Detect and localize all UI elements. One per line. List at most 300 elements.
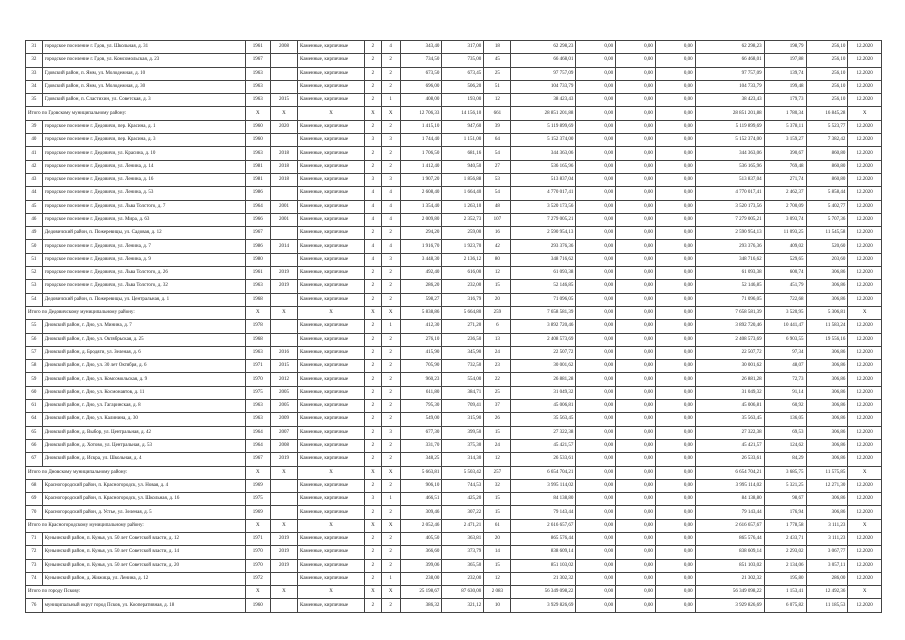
table-row — [26, 267, 882, 280]
floors-cell: 4 — [365, 200, 382, 213]
material-cell: Каменные, кирпичные — [298, 346, 365, 359]
material-cell: Каменные, кирпичные — [298, 67, 365, 80]
floors-cell: 2 — [365, 572, 382, 585]
cost-cell: 7 279 005,21 — [511, 213, 576, 226]
date-cell: 12.2020 — [848, 373, 882, 386]
date-cell: 12.2020 — [848, 160, 882, 173]
zero1-cell: 0,00 — [576, 107, 616, 120]
date-cell: 12.2020 — [848, 559, 882, 572]
entrances-cell: 2 — [381, 293, 400, 306]
living-area-cell: 316,79 — [442, 293, 484, 306]
date-cell: 12.2020 — [848, 227, 882, 240]
floors-cell: 2 — [365, 426, 382, 439]
zero1-cell: 0,00 — [576, 532, 616, 545]
zero1-cell: 0,00 — [576, 439, 616, 452]
living-area-cell: 399,50 — [442, 426, 484, 439]
zero2-cell: 0,00 — [616, 306, 656, 319]
residents-cell: 32 — [484, 479, 511, 492]
living-area-cell: 315,90 — [442, 413, 484, 426]
repair-year-cell: 2016 — [270, 346, 297, 359]
total-area-cell: 386,32 — [400, 599, 442, 612]
entrances-cell: 3 — [381, 253, 400, 266]
entrances-cell: 2 — [381, 280, 400, 293]
zero1-cell: 0,00 — [576, 134, 616, 147]
total-area-cell: 2 052,46 — [400, 519, 442, 532]
living-area-cell: 554,00 — [442, 373, 484, 386]
table-row — [26, 320, 882, 333]
entrances-cell: 2 — [381, 373, 400, 386]
total-cost-cell: 35 563,45 — [695, 413, 764, 426]
residents-cell: 24 — [484, 439, 511, 452]
unit-cost-cell: 198,79 — [764, 41, 806, 54]
total-cost-cell: 513 837,04 — [695, 173, 764, 186]
total-cost-cell: 45 006,81 — [695, 400, 764, 413]
total-cost-cell: 84 138,80 — [695, 493, 764, 506]
repair-year-cell: 2015 — [270, 360, 297, 373]
build-year-cell: 1969 — [245, 479, 270, 492]
repair-year-cell: 2005 — [270, 386, 297, 399]
max-cost-cell: 306,86 — [806, 267, 848, 280]
material-cell: Каменные, кирпичные — [298, 320, 365, 333]
max-cost-cell: 11 185,53 — [806, 599, 848, 612]
date-cell: 12.2020 — [848, 572, 882, 585]
max-cost-cell: 286,00 — [806, 572, 848, 585]
total-cost-cell: 52 146,85 — [695, 280, 764, 293]
zero2-cell: 0,00 — [616, 107, 656, 120]
table-row — [26, 160, 882, 173]
floors-cell: 2 — [365, 293, 382, 306]
table-row — [26, 506, 882, 519]
entrances-cell: 3 — [381, 134, 400, 147]
zero3-cell: 0,00 — [655, 213, 695, 226]
entrances-cell: 1 — [381, 320, 400, 333]
unit-cost-cell: 6 075,82 — [764, 599, 806, 612]
zero1-cell: 0,00 — [576, 267, 616, 280]
zero2-cell: 0,00 — [616, 586, 656, 599]
entrances-cell: 2 — [381, 439, 400, 452]
unit-cost-cell: 2 700,09 — [764, 200, 806, 213]
max-cost-cell: 306,86 — [806, 439, 848, 452]
material-cell: Каменные, кирпичные — [298, 532, 365, 545]
residents-cell: 18 — [484, 41, 511, 54]
unit-cost-cell: 197,88 — [764, 54, 806, 67]
zero1-cell: 0,00 — [576, 293, 616, 306]
build-year-cell: 1963 — [245, 413, 270, 426]
table-row — [26, 559, 882, 572]
material-cell: Каменные, кирпичные — [298, 134, 365, 147]
unit-cost-cell: 69,53 — [764, 426, 806, 439]
total-area-cell: 1 744,40 — [400, 134, 442, 147]
zero1-cell: 0,00 — [576, 599, 616, 612]
zero3-cell: 0,00 — [655, 546, 695, 559]
total-cost-cell: 71 096,05 — [695, 293, 764, 306]
total-area-cell: 2 009,80 — [400, 213, 442, 226]
zero1-cell: 0,00 — [576, 41, 616, 54]
row-number: 67 — [26, 453, 43, 466]
cost-cell: 27 322,38 — [511, 426, 576, 439]
address-cell: Дновский район, д. Искра, ул. Школьная, д. 4 — [42, 453, 245, 466]
date-cell: 12.2020 — [848, 240, 882, 253]
total-cost-cell: 536 165,96 — [695, 160, 764, 173]
zero2-cell: 0,00 — [616, 333, 656, 346]
total-area-cell: 906,10 — [400, 479, 442, 492]
table-row — [26, 293, 882, 306]
residents-cell: 64 — [484, 134, 511, 147]
date-cell: 12.2020 — [848, 187, 882, 200]
document-sheet — [25, 40, 882, 613]
unit-cost-cell: 390,67 — [764, 147, 806, 160]
repair-year-cell: 2018 — [270, 147, 297, 160]
material-cell: Каменные, кирпичные — [298, 453, 365, 466]
zero3-cell: 0,00 — [655, 120, 695, 133]
cost-cell: 6 654 704,21 — [511, 466, 576, 479]
unit-cost-cell: 3 520,95 — [764, 306, 806, 319]
max-cost-cell: 12 492,36 — [806, 586, 848, 599]
zero3-cell: 0,00 — [655, 41, 695, 54]
total-cost-cell: 62 298,23 — [695, 41, 764, 54]
unit-cost-cell: 271,74 — [764, 173, 806, 186]
table-row — [26, 120, 882, 133]
floors-cell: 2 — [365, 386, 382, 399]
total-area-cell: 611,80 — [400, 386, 442, 399]
floors-cell: X — [365, 586, 382, 599]
date-cell: 12.2020 — [848, 346, 882, 359]
zero2-cell: 0,00 — [616, 400, 656, 413]
material-cell: Каменные, кирпичные — [298, 80, 365, 93]
entrances-cell: 2 — [381, 54, 400, 67]
subtotal-label: Итого по городу Пскову: — [26, 586, 246, 599]
row-number: 46 — [26, 213, 43, 226]
entrances-cell: 2 — [381, 506, 400, 519]
living-area-cell: 14 156,10 — [442, 107, 484, 120]
residents-cell: 10 — [484, 599, 511, 612]
max-cost-cell: 306,86 — [806, 400, 848, 413]
entrances-cell: 2 — [381, 532, 400, 545]
zero3-cell: 0,00 — [655, 426, 695, 439]
date-cell: 12.2020 — [848, 200, 882, 213]
repair-year-cell: 2014 — [270, 240, 297, 253]
material-cell: Каменные, кирпичные — [298, 506, 365, 519]
total-cost-cell: 838 609,14 — [695, 546, 764, 559]
build-year-cell: 1969 — [245, 506, 270, 519]
living-area-cell: 321,12 — [442, 599, 484, 612]
zero2-cell: 0,00 — [616, 120, 656, 133]
living-area-cell: 506,20 — [442, 80, 484, 93]
total-area-cell: 1 415,10 — [400, 120, 442, 133]
total-cost-cell: 2 408 573,69 — [695, 333, 764, 346]
table-row — [26, 173, 882, 186]
entrances-cell: 2 — [381, 559, 400, 572]
cost-cell: 62 298,23 — [511, 41, 576, 54]
repair-year-cell: 2005 — [270, 400, 297, 413]
floors-cell: 2 — [365, 453, 382, 466]
unit-cost-cell: 5 321,25 — [764, 479, 806, 492]
max-cost-cell: 306,86 — [806, 360, 848, 373]
address-cell: Красногородский район, д. Устье, ул. Зеленая, д. 5 — [42, 506, 245, 519]
total-cost-cell: 3 995 114,02 — [695, 479, 764, 492]
row-number: 64 — [26, 413, 43, 426]
cost-cell: 45 421,57 — [511, 439, 576, 452]
floors-cell: 2 — [365, 413, 382, 426]
zero1-cell: 0,00 — [576, 479, 616, 492]
address-cell: городское поселение г. Дедовичи, ул. Ленина, д. 9 — [42, 253, 245, 266]
table-row — [26, 599, 882, 612]
zero2-cell: 0,00 — [616, 413, 656, 426]
max-cost-cell: 306,86 — [806, 413, 848, 426]
row-number: 60 — [26, 386, 43, 399]
address-cell: муниципальный округ город Псков, ул. Кооперативная, д. 18 — [42, 599, 245, 612]
zero3-cell: 0,00 — [655, 360, 695, 373]
zero1-cell: 0,00 — [576, 373, 616, 386]
total-area-cell: 5 663,81 — [400, 466, 442, 479]
total-area-cell: 673,50 — [400, 67, 442, 80]
table-row — [26, 546, 882, 559]
total-area-cell: 238,00 — [400, 572, 442, 585]
residents-cell: 45 — [484, 54, 511, 67]
living-area-cell: 1 151,00 — [442, 134, 484, 147]
floors-cell: 2 — [365, 346, 382, 359]
residents-cell: 25 — [484, 67, 511, 80]
date-cell: 12.2020 — [848, 54, 882, 67]
row-number: 58 — [26, 360, 43, 373]
zero2-cell: 0,00 — [616, 173, 656, 186]
zero3-cell: 0,00 — [655, 493, 695, 506]
max-cost-cell: 11 545,58 — [806, 227, 848, 240]
unit-cost-cell: 6 903,55 — [764, 333, 806, 346]
build-year-cell: 1964 — [245, 426, 270, 439]
living-area-cell: 373,79 — [442, 546, 484, 559]
zero1-cell: 0,00 — [576, 280, 616, 293]
date-cell: 12.2020 — [848, 293, 882, 306]
floors-cell: 3 — [365, 493, 382, 506]
total-area-cell: 408,00 — [400, 94, 442, 107]
material-cell: Каменные, кирпичные — [298, 373, 365, 386]
entrances-cell: 3 — [381, 426, 400, 439]
max-cost-cell: 520,60 — [806, 240, 848, 253]
table-row — [26, 200, 882, 213]
row-number: 53 — [26, 280, 43, 293]
housing-repair-table — [25, 40, 882, 613]
address-cell: городское поселение г. Дедовичи, ул. Мира, д. 63 — [42, 213, 245, 226]
entrances-cell: X — [381, 466, 400, 479]
living-area-cell: 307,22 — [442, 506, 484, 519]
material-cell: Каменные, кирпичные — [298, 94, 365, 107]
address-cell: Дновский район, г. Дно, ул. Комсомольская, д. 9 — [42, 373, 245, 386]
total-cost-cell: 5 152 374,00 — [695, 134, 764, 147]
floors-cell: 2 — [365, 267, 382, 280]
unit-cost-cell: 10 441,47 — [764, 320, 806, 333]
total-area-cell: 1 916,70 — [400, 240, 442, 253]
zero1-cell: 0,00 — [576, 240, 616, 253]
build-year-cell: 1967 — [245, 227, 270, 240]
total-area-cell: 348,25 — [400, 453, 442, 466]
living-area-cell: 271,20 — [442, 320, 484, 333]
zero2-cell: 0,00 — [616, 147, 656, 160]
build-year-cell: 1978 — [245, 320, 270, 333]
residents-cell: 15 — [484, 426, 511, 439]
date-cell: 12.2020 — [848, 439, 882, 452]
build-year-cell: 1986 — [245, 187, 270, 200]
zero1-cell: 0,00 — [576, 519, 616, 532]
row-number: 39 — [26, 120, 43, 133]
max-cost-cell: 306,86 — [806, 280, 848, 293]
total-area-cell: 399,06 — [400, 559, 442, 572]
row-number: 73 — [26, 559, 43, 572]
repair-year-cell: 2012 — [270, 373, 297, 386]
residents-cell: 12 — [484, 267, 511, 280]
build-year-cell: 1967 — [245, 453, 270, 466]
cost-cell: 2 590 954,13 — [511, 227, 576, 240]
zero3-cell: 0,00 — [655, 333, 695, 346]
zero3-cell: 0,00 — [655, 373, 695, 386]
total-area-cell: 12 706,33 — [400, 107, 442, 120]
repair-year-cell: 2019 — [270, 280, 297, 293]
residents-cell: 15 — [484, 559, 511, 572]
cost-cell: 2 616 657,67 — [511, 519, 576, 532]
zero1-cell: 0,00 — [576, 120, 616, 133]
floors-cell: 3 — [365, 173, 382, 186]
row-number: 49 — [26, 227, 43, 240]
build-year-cell: 1970 — [245, 373, 270, 386]
build-year-cell: 1981 — [245, 160, 270, 173]
floors-cell: 2 — [365, 227, 382, 240]
zero2-cell: 0,00 — [616, 94, 656, 107]
date-cell: 12.2020 — [848, 386, 882, 399]
residents-cell: 24 — [484, 346, 511, 359]
repair-year-cell — [270, 80, 297, 93]
total-cost-cell: 30 001,62 — [695, 360, 764, 373]
max-cost-cell: 203,60 — [806, 253, 848, 266]
material-cell: Каменные, кирпичные — [298, 54, 365, 67]
living-area-cell: 232,00 — [442, 280, 484, 293]
unit-cost-cell: 97,34 — [764, 346, 806, 359]
date-cell: 12.2020 — [848, 134, 882, 147]
zero2-cell: 0,00 — [616, 466, 656, 479]
living-area-cell: 363,81 — [442, 532, 484, 545]
material-cell: Каменные, кирпичные — [298, 426, 365, 439]
zero3-cell: 0,00 — [655, 599, 695, 612]
max-cost-cell: 256,10 — [806, 67, 848, 80]
entrances-cell: X — [381, 107, 400, 120]
material-cell: Каменные, кирпичные — [298, 120, 365, 133]
living-area-cell: 5 664,80 — [442, 306, 484, 319]
table-row — [26, 280, 882, 293]
address-cell: городское поселение г. Дедовичи, ул. Ленина, д. 7 — [42, 240, 245, 253]
living-area-cell: 735,00 — [442, 54, 484, 67]
unit-cost-cell: 60,92 — [764, 400, 806, 413]
unit-cost-cell: 139,74 — [764, 67, 806, 80]
date-cell: 12.2020 — [848, 479, 882, 492]
unit-cost-cell: 179,73 — [764, 94, 806, 107]
date-cell: X — [848, 586, 882, 599]
subtotal-label: Итого по Гдовскому муниципальному району: — [26, 107, 246, 120]
residents-cell: 257 — [484, 466, 511, 479]
build-year-cell: 1980 — [245, 253, 270, 266]
max-cost-cell: 5 523,77 — [806, 120, 848, 133]
total-area-cell: 286,20 — [400, 280, 442, 293]
zero3-cell: 0,00 — [655, 506, 695, 519]
max-cost-cell: 256,10 — [806, 41, 848, 54]
build-year-cell: X — [245, 466, 270, 479]
zero1-cell: 0,00 — [576, 546, 616, 559]
zero3-cell: 0,00 — [655, 187, 695, 200]
zero2-cell: 0,00 — [616, 187, 656, 200]
row-number: 44 — [26, 187, 43, 200]
total-cost-cell: 61 093,38 — [695, 267, 764, 280]
living-area-cell: 1 856,88 — [442, 173, 484, 186]
zero2-cell: 0,00 — [616, 134, 656, 147]
unit-cost-cell: 5 378,11 — [764, 120, 806, 133]
max-cost-cell: 306,86 — [806, 373, 848, 386]
max-cost-cell: 860,80 — [806, 173, 848, 186]
subtotal-row — [26, 107, 882, 120]
floors-cell: 2 — [365, 559, 382, 572]
material-cell: Каменные, кирпичные — [298, 559, 365, 572]
max-cost-cell: 306,86 — [806, 346, 848, 359]
zero3-cell: 0,00 — [655, 253, 695, 266]
build-year-cell: 1961 — [245, 41, 270, 54]
max-cost-cell: 7 382,42 — [806, 134, 848, 147]
row-number: 59 — [26, 373, 43, 386]
zero2-cell: 0,00 — [616, 267, 656, 280]
table-body — [26, 41, 882, 613]
unit-cost-cell: 2 293,02 — [764, 546, 806, 559]
total-cost-cell: 45 421,57 — [695, 439, 764, 452]
max-cost-cell: 5 306,81 — [806, 306, 848, 319]
living-area-cell: 673,45 — [442, 67, 484, 80]
living-area-cell: 1 664,40 — [442, 187, 484, 200]
cost-cell: 21 302,32 — [511, 572, 576, 585]
max-cost-cell: 306,86 — [806, 426, 848, 439]
unit-cost-cell: 124,62 — [764, 439, 806, 452]
total-cost-cell: 7 658 581,39 — [695, 306, 764, 319]
cost-cell: 56 349 098,22 — [511, 586, 576, 599]
date-cell: 12.2020 — [848, 413, 882, 426]
address-cell: Дновский район, г. Дно, ул. 30 лет Октября, д. 6 — [42, 360, 245, 373]
unit-cost-cell: 3 159,27 — [764, 134, 806, 147]
address-cell: городское поселение г. Дедовичи, ул. Ленина, д. 14 — [42, 160, 245, 173]
entrances-cell: 1 — [381, 94, 400, 107]
total-area-cell: 415,90 — [400, 346, 442, 359]
total-cost-cell: 79 143,44 — [695, 506, 764, 519]
row-number: 34 — [26, 80, 43, 93]
entrances-cell: X — [381, 586, 400, 599]
zero1-cell: 0,00 — [576, 187, 616, 200]
zero2-cell: 0,00 — [616, 506, 656, 519]
entrances-cell: 4 — [381, 213, 400, 226]
cost-cell: 293 376,36 — [511, 240, 576, 253]
living-area-cell: 365,50 — [442, 559, 484, 572]
max-cost-cell: 256,10 — [806, 94, 848, 107]
entrances-cell: 1 — [381, 493, 400, 506]
row-number: 66 — [26, 439, 43, 452]
cost-cell: 71 096,05 — [511, 293, 576, 306]
build-year-cell: 1961 — [245, 267, 270, 280]
total-area-cell: 1 412,40 — [400, 160, 442, 173]
unit-cost-cell: 3 685,75 — [764, 466, 806, 479]
zero1-cell: 0,00 — [576, 54, 616, 67]
cost-cell: 2 408 573,69 — [511, 333, 576, 346]
floors-cell: 2 — [365, 373, 382, 386]
build-year-cell: 1963 — [245, 94, 270, 107]
unit-cost-cell: 451,79 — [764, 280, 806, 293]
total-cost-cell: 97 757,09 — [695, 67, 764, 80]
total-cost-cell: 28 851 201,88 — [695, 107, 764, 120]
zero3-cell: 0,00 — [655, 586, 695, 599]
cost-cell: 536 165,96 — [511, 160, 576, 173]
repair-year-cell — [270, 187, 297, 200]
max-cost-cell: 3 057,11 — [806, 559, 848, 572]
